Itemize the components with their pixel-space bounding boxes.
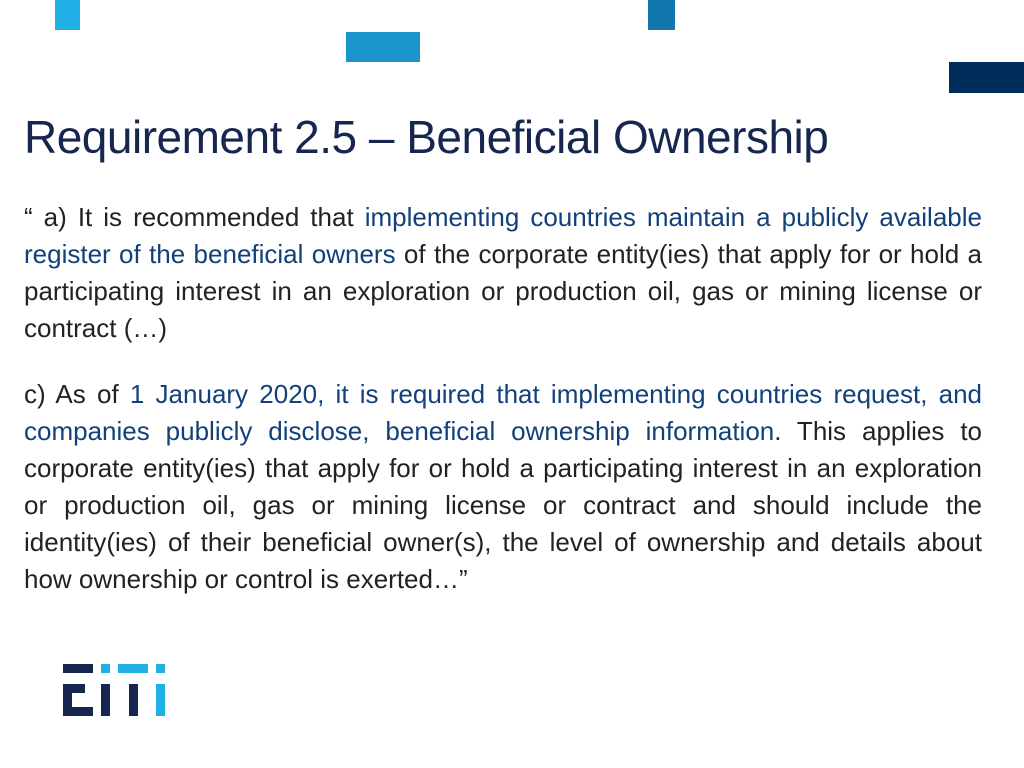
decorative-rectangle-navy xyxy=(949,62,1024,93)
decorative-rectangle-mid-blue xyxy=(346,32,420,62)
decorative-square-blue xyxy=(648,0,675,30)
paragraph-c-lead: c) As of xyxy=(24,379,130,409)
paragraph-a-rest: of the corporate entity(ies) that apply for or hold a participating interest in an exploration or production oil, gas or mining license or contract (…) xyxy=(24,239,982,343)
paragraph-c xyxy=(24,376,982,598)
slide-title: Requirement 2.5 – Beneficial Ownership xyxy=(24,111,829,163)
eiti-logo xyxy=(63,664,171,716)
paragraph-c-highlight: 1 January 2020, it is required that implementing countries request, and companies publicly disclose, beneficial ownership information xyxy=(24,379,983,446)
paragraph-a-highlight: implementing countries maintain a publicly available register of the beneficial owners xyxy=(24,202,982,269)
decorative-square-light-blue xyxy=(55,0,80,30)
paragraph-a xyxy=(24,199,982,347)
quote-body xyxy=(24,199,982,598)
paragraph-a-lead: “ a) It is recommended that xyxy=(24,202,365,232)
eiti-logo-icon xyxy=(63,664,171,716)
paragraph-c-rest: . This applies to corporate entity(ies) that apply for or hold a participating interest in an exploration or production oil, gas or mining license or contract and should include the identity(ies) of their beneficial owner(s), the level of ownership and details about how ownership or control is exerted…” xyxy=(24,416,982,594)
